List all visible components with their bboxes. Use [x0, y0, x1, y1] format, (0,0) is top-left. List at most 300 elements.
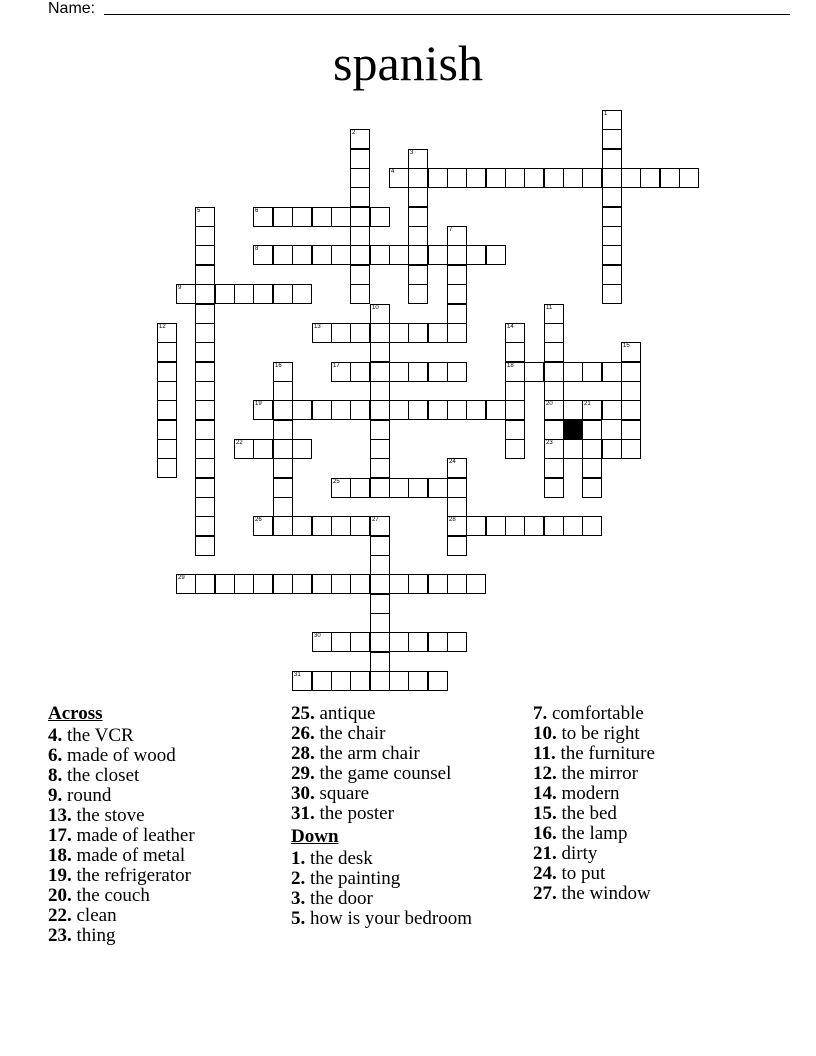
- clue-item: [291, 868, 531, 888]
- grid-cell[interactable]: [544, 362, 564, 382]
- clue-item-text: made of wood: [62, 745, 176, 766]
- grid-cell[interactable]: [370, 652, 390, 672]
- grid-cell[interactable]: [447, 632, 467, 652]
- grid-cell[interactable]: [195, 284, 215, 304]
- clue-number: 14: [507, 324, 514, 330]
- grid-cell[interactable]: [602, 362, 622, 382]
- grid-cell[interactable]: [350, 265, 370, 285]
- grid-cell[interactable]: [273, 439, 293, 459]
- grid-cell[interactable]: [370, 439, 390, 459]
- grid-cell[interactable]: [447, 478, 467, 498]
- grid-cell[interactable]: [544, 168, 564, 188]
- grid-cell[interactable]: [486, 245, 506, 265]
- grid-cell[interactable]: [370, 381, 390, 401]
- grid-cell[interactable]: [602, 245, 622, 265]
- grid-cell[interactable]: [544, 381, 564, 401]
- grid-cell[interactable]: [544, 420, 564, 440]
- clue-number: 1: [604, 111, 608, 117]
- grid-cell[interactable]: [234, 284, 254, 304]
- clue-item-text: to put: [556, 863, 606, 884]
- grid-cell[interactable]: [312, 632, 332, 652]
- grid-cell[interactable]: [292, 671, 312, 691]
- grid-cell[interactable]: [157, 381, 177, 401]
- grid-cell[interactable]: [273, 381, 293, 401]
- grid-cell[interactable]: [195, 516, 215, 536]
- clue-item: [533, 783, 773, 803]
- grid-cell[interactable]: [350, 149, 370, 169]
- clue-item-number: 22.: [48, 905, 72, 926]
- grid-cell[interactable]: [408, 187, 428, 207]
- grid-cell[interactable]: [408, 168, 428, 188]
- grid-cell[interactable]: [273, 497, 293, 517]
- grid-cell[interactable]: [292, 439, 312, 459]
- grid-cell[interactable]: [273, 284, 293, 304]
- grid-cell[interactable]: [621, 168, 641, 188]
- grid-cell[interactable]: [544, 304, 564, 324]
- grid-cell[interactable]: [505, 439, 525, 459]
- grid-cell[interactable]: [466, 400, 486, 420]
- grid-cell[interactable]: [370, 362, 390, 382]
- clues-column-1: [48, 703, 278, 945]
- grid-cell[interactable]: [544, 478, 564, 498]
- clue-item: [48, 725, 278, 745]
- clue-item-number: 15.: [533, 803, 557, 824]
- grid-cell[interactable]: [350, 574, 370, 594]
- grid-cell[interactable]: [621, 362, 641, 382]
- grid-cell[interactable]: [428, 168, 448, 188]
- clue-item-text: to be right: [556, 723, 640, 744]
- grid-cell[interactable]: [602, 110, 622, 130]
- grid-cell[interactable]: [389, 671, 409, 691]
- grid-cell[interactable]: [370, 632, 390, 652]
- grid-cell[interactable]: [312, 574, 332, 594]
- grid-cell[interactable]: [331, 400, 351, 420]
- grid-cell[interactable]: [195, 536, 215, 556]
- grid-cell[interactable]: [582, 439, 602, 459]
- grid-cell[interactable]: [447, 362, 467, 382]
- clue-item-text: the poster: [314, 803, 394, 824]
- grid-cell[interactable]: [331, 632, 351, 652]
- grid-cell[interactable]: [582, 420, 602, 440]
- grid-cell[interactable]: [408, 574, 428, 594]
- clue-number: 11: [546, 305, 553, 311]
- grid-cell[interactable]: [350, 168, 370, 188]
- clue-item-number: 21.: [533, 843, 557, 864]
- grid-cell[interactable]: [195, 362, 215, 382]
- grid-cell[interactable]: [389, 400, 409, 420]
- grid-cell[interactable]: [176, 574, 196, 594]
- grid-cell[interactable]: [312, 400, 332, 420]
- grid-cell[interactable]: [331, 478, 351, 498]
- clue-item-text: the lamp: [556, 823, 628, 844]
- grid-cell[interactable]: [428, 632, 448, 652]
- grid-cell[interactable]: [582, 478, 602, 498]
- grid-cell[interactable]: [253, 516, 273, 536]
- grid-cell[interactable]: [428, 671, 448, 691]
- grid-cell[interactable]: [292, 516, 312, 536]
- grid-cell[interactable]: [408, 400, 428, 420]
- clue-item-number: 25.: [291, 703, 315, 724]
- grid-cell[interactable]: [447, 458, 467, 478]
- grid-cell[interactable]: [253, 574, 273, 594]
- clue-item: [48, 845, 278, 865]
- grid-cell[interactable]: [563, 516, 583, 536]
- clue-item: [48, 765, 278, 785]
- grid-cell[interactable]: [195, 381, 215, 401]
- grid-cell[interactable]: [370, 323, 390, 343]
- grid-cell[interactable]: [563, 400, 583, 420]
- grid-cell[interactable]: [505, 400, 525, 420]
- grid-cell[interactable]: [195, 226, 215, 246]
- clue-item: [291, 763, 531, 783]
- grid-cell[interactable]: [312, 323, 332, 343]
- grid-cell[interactable]: [602, 187, 622, 207]
- grid-cell[interactable]: [428, 400, 448, 420]
- grid-cell[interactable]: [524, 362, 544, 382]
- clue-item-number: 9.: [48, 785, 63, 806]
- clue-item: [291, 703, 531, 723]
- grid-cell[interactable]: [195, 207, 215, 227]
- grid-cell[interactable]: [195, 245, 215, 265]
- grid-cell[interactable]: [215, 284, 235, 304]
- grid-cell[interactable]: [563, 439, 583, 459]
- grid-cell[interactable]: [447, 400, 467, 420]
- grid-cell[interactable]: [447, 323, 467, 343]
- grid-cell[interactable]: [389, 245, 409, 265]
- grid-cell[interactable]: [408, 323, 428, 343]
- grid-cell[interactable]: [602, 400, 622, 420]
- grid-cell[interactable]: [486, 168, 506, 188]
- grid-cell[interactable]: [370, 574, 390, 594]
- grid-cell[interactable]: [273, 245, 293, 265]
- grid-cell[interactable]: [253, 284, 273, 304]
- grid-cell[interactable]: [505, 342, 525, 362]
- grid-cell[interactable]: [428, 478, 448, 498]
- grid-cell[interactable]: [602, 149, 622, 169]
- grid-cell[interactable]: [602, 226, 622, 246]
- clue-item-text: the door: [305, 888, 373, 909]
- grid-cell[interactable]: [273, 207, 293, 227]
- grid-cell[interactable]: [621, 381, 641, 401]
- clue-item-number: 16.: [533, 823, 557, 844]
- grid-cell[interactable]: [408, 226, 428, 246]
- clue-item: [48, 805, 278, 825]
- grid-cell[interactable]: [544, 516, 564, 536]
- clue-item-text: the stove: [71, 805, 145, 826]
- grid-cell[interactable]: [176, 284, 196, 304]
- clue-item: [533, 863, 773, 883]
- grid-cell[interactable]: [505, 420, 525, 440]
- grid-cell[interactable]: [370, 304, 390, 324]
- grid-cell[interactable]: [602, 265, 622, 285]
- grid-cell[interactable]: [486, 400, 506, 420]
- grid-cell[interactable]: [195, 265, 215, 285]
- grid-cell[interactable]: [195, 439, 215, 459]
- grid-cell[interactable]: [370, 458, 390, 478]
- grid-cell[interactable]: [505, 323, 525, 343]
- clue-item: [291, 783, 531, 803]
- clue-number: 12: [159, 324, 166, 330]
- grid-cell[interactable]: [195, 497, 215, 517]
- grid-cell[interactable]: [389, 362, 409, 382]
- grid-cell[interactable]: [234, 439, 254, 459]
- grid-cell[interactable]: [582, 168, 602, 188]
- clue-item: [291, 848, 531, 868]
- grid-cell[interactable]: [370, 555, 390, 575]
- clue-item-number: 3.: [291, 888, 306, 909]
- grid-cell[interactable]: [253, 207, 273, 227]
- clue-number: 15: [623, 343, 630, 349]
- clue-item-text: modern: [556, 783, 620, 804]
- grid-cell[interactable]: [621, 420, 641, 440]
- grid-cell[interactable]: [312, 207, 332, 227]
- grid-cell[interactable]: [428, 323, 448, 343]
- down-clue-list-1: [291, 848, 531, 928]
- grid-cell[interactable]: [350, 187, 370, 207]
- grid-cell[interactable]: [447, 574, 467, 594]
- grid-cell[interactable]: [350, 226, 370, 246]
- grid-cell[interactable]: [679, 168, 699, 188]
- clue-item-number: 23.: [48, 925, 72, 946]
- clue-item-number: 5.: [291, 908, 306, 929]
- grid-cell[interactable]: [195, 304, 215, 324]
- grid-cell[interactable]: [157, 342, 177, 362]
- grid-cell[interactable]: [428, 245, 448, 265]
- grid-cell[interactable]: [312, 671, 332, 691]
- grid-cell[interactable]: [582, 458, 602, 478]
- grid-cell[interactable]: [157, 439, 177, 459]
- grid-cell[interactable]: [447, 226, 467, 246]
- grid-cell[interactable]: [640, 168, 660, 188]
- grid-cell[interactable]: [621, 400, 641, 420]
- clue-item-number: 7.: [533, 703, 548, 724]
- grid-cell[interactable]: [524, 168, 544, 188]
- grid-cell[interactable]: [157, 458, 177, 478]
- grid-cell[interactable]: [447, 304, 467, 324]
- clue-item: [533, 823, 773, 843]
- grid-cell[interactable]: [602, 284, 622, 304]
- grid-cell[interactable]: [505, 381, 525, 401]
- clue-item: [533, 803, 773, 823]
- clue-number: 6: [255, 208, 259, 214]
- grid-cell[interactable]: [370, 400, 390, 420]
- grid-cell[interactable]: [215, 574, 235, 594]
- grid-cell[interactable]: [370, 245, 390, 265]
- grid-cell[interactable]: [370, 478, 390, 498]
- clue-item-number: 13.: [48, 805, 72, 826]
- down-heading: Down: [291, 826, 339, 847]
- grid-cell[interactable]: [195, 342, 215, 362]
- grid-cell[interactable]: [447, 536, 467, 556]
- grid-cell[interactable]: [350, 284, 370, 304]
- grid-cell[interactable]: [370, 420, 390, 440]
- grid-cell[interactable]: [350, 671, 370, 691]
- clue-number: 28: [449, 517, 456, 523]
- grid-cell[interactable]: [350, 632, 370, 652]
- grid-cell[interactable]: [331, 207, 351, 227]
- grid-cell[interactable]: [544, 439, 564, 459]
- grid-cell[interactable]: [292, 574, 312, 594]
- grid-cell[interactable]: [447, 265, 467, 285]
- grid-cell[interactable]: [234, 574, 254, 594]
- clue-item-number: 18.: [48, 845, 72, 866]
- grid-cell[interactable]: [253, 400, 273, 420]
- grid-cell[interactable]: [428, 362, 448, 382]
- grid-cell[interactable]: [157, 420, 177, 440]
- grid-cell[interactable]: [389, 632, 409, 652]
- grid-cell[interactable]: [273, 420, 293, 440]
- clue-item: [291, 723, 531, 743]
- grid-cell[interactable]: [370, 516, 390, 536]
- grid-cell[interactable]: [563, 362, 583, 382]
- grid-cell[interactable]: [660, 168, 680, 188]
- clue-item-number: 24.: [533, 863, 557, 884]
- grid-cell[interactable]: [273, 362, 293, 382]
- clue-item-text: the couch: [71, 885, 150, 906]
- grid-cell[interactable]: [408, 284, 428, 304]
- grid-cell[interactable]: [195, 458, 215, 478]
- clue-item: [533, 723, 773, 743]
- grid-cell[interactable]: [331, 671, 351, 691]
- clue-item-text: thing: [71, 925, 116, 946]
- grid-cell[interactable]: [621, 439, 641, 459]
- grid-cell[interactable]: [408, 362, 428, 382]
- grid-cell[interactable]: [466, 574, 486, 594]
- grid-cell[interactable]: [195, 400, 215, 420]
- grid-cell[interactable]: [621, 342, 641, 362]
- grid-cell[interactable]: [331, 516, 351, 536]
- grid-cell[interactable]: [350, 400, 370, 420]
- grid-cell[interactable]: [350, 516, 370, 536]
- grid-cell[interactable]: [408, 478, 428, 498]
- grid-cell[interactable]: [292, 207, 312, 227]
- clue-item-text: the bed: [556, 803, 617, 824]
- grid-cell[interactable]: [253, 245, 273, 265]
- clue-item-text: the refrigerator: [71, 865, 191, 886]
- grid-cell[interactable]: [350, 129, 370, 149]
- clue-item-text: made of leather: [71, 825, 195, 846]
- clue-item-text: the VCR: [62, 725, 134, 746]
- grid-cell[interactable]: [273, 400, 293, 420]
- clue-number: 17: [333, 363, 340, 369]
- clue-item-number: 27.: [533, 883, 557, 904]
- grid-cell[interactable]: [195, 478, 215, 498]
- grid-cell[interactable]: [195, 420, 215, 440]
- grid-cell[interactable]: [544, 342, 564, 362]
- grid-cell[interactable]: [157, 362, 177, 382]
- grid-cell[interactable]: [466, 516, 486, 536]
- clue-item: [48, 925, 278, 945]
- grid-cell[interactable]: [312, 516, 332, 536]
- grid-cell[interactable]: [273, 458, 293, 478]
- grid-cell[interactable]: [602, 439, 622, 459]
- clue-item: [533, 743, 773, 763]
- grid-cell[interactable]: [505, 516, 525, 536]
- clue-number: 22: [236, 440, 243, 446]
- grid-cell[interactable]: [582, 516, 602, 536]
- grid-cell[interactable]: [447, 168, 467, 188]
- grid-cell[interactable]: [582, 400, 602, 420]
- grid-cell[interactable]: [466, 245, 486, 265]
- grid-cell[interactable]: [195, 323, 215, 343]
- grid-cell[interactable]: [447, 516, 467, 536]
- grid-cell[interactable]: [370, 536, 390, 556]
- grid-cell[interactable]: [331, 323, 351, 343]
- clue-item-text: the furniture: [555, 743, 655, 764]
- grid-cell[interactable]: [544, 323, 564, 343]
- grid-cell[interactable]: [408, 265, 428, 285]
- grid-cell[interactable]: [350, 245, 370, 265]
- grid-cell[interactable]: [370, 671, 390, 691]
- clue-number: 30: [314, 633, 321, 639]
- grid-cell[interactable]: [331, 362, 351, 382]
- grid-cell[interactable]: [292, 284, 312, 304]
- grid-cell[interactable]: [602, 129, 622, 149]
- grid-cell[interactable]: [370, 342, 390, 362]
- grid-cell[interactable]: [428, 574, 448, 594]
- grid-cell[interactable]: [292, 245, 312, 265]
- grid-cell[interactable]: [273, 516, 293, 536]
- grid-cell[interactable]: [447, 245, 467, 265]
- grid-cell[interactable]: [370, 594, 390, 614]
- grid-cell[interactable]: [505, 362, 525, 382]
- grid-cell[interactable]: [273, 574, 293, 594]
- grid-cell[interactable]: [408, 149, 428, 169]
- grid-cell[interactable]: [389, 168, 409, 188]
- clue-item-text: the arm chair: [314, 743, 420, 764]
- clue-item-text: the chair: [314, 723, 386, 744]
- grid-cell[interactable]: [408, 671, 428, 691]
- grid-cell[interactable]: [370, 613, 390, 633]
- grid-cell[interactable]: [602, 207, 622, 227]
- grid-cell[interactable]: [408, 632, 428, 652]
- grid-cell[interactable]: [389, 323, 409, 343]
- grid-cell[interactable]: [563, 168, 583, 188]
- grid-cell[interactable]: [370, 207, 390, 227]
- grid-cell[interactable]: [312, 245, 332, 265]
- grid-cell[interactable]: [408, 245, 428, 265]
- grid-cell[interactable]: [350, 362, 370, 382]
- grid-cell[interactable]: [486, 516, 506, 536]
- grid-cell[interactable]: [389, 478, 409, 498]
- grid-cell[interactable]: [253, 439, 273, 459]
- grid-cell[interactable]: [544, 458, 564, 478]
- grid-cell[interactable]: [602, 168, 622, 188]
- grid-cell[interactable]: [157, 400, 177, 420]
- clue-number: 19: [255, 401, 262, 407]
- grid-cell[interactable]: [505, 168, 525, 188]
- grid-cell[interactable]: [466, 168, 486, 188]
- grid-cell[interactable]: [273, 478, 293, 498]
- grid-cell[interactable]: [292, 400, 312, 420]
- grid-cell[interactable]: [331, 574, 351, 594]
- grid-cell[interactable]: [544, 400, 564, 420]
- grid-cell[interactable]: [524, 516, 544, 536]
- grid-cell[interactable]: [350, 323, 370, 343]
- clue-item-text: how is your bedroom: [305, 908, 473, 929]
- grid-cell[interactable]: [447, 497, 467, 517]
- grid-cell[interactable]: [350, 207, 370, 227]
- grid-cell[interactable]: [157, 323, 177, 343]
- grid-cell[interactable]: [408, 207, 428, 227]
- grid-cell[interactable]: [350, 478, 370, 498]
- grid-cell[interactable]: [447, 284, 467, 304]
- clue-item-number: 12.: [533, 763, 557, 784]
- grid-cell[interactable]: [331, 245, 351, 265]
- grid-cell[interactable]: [582, 362, 602, 382]
- grid-cell[interactable]: [195, 574, 215, 594]
- grid-cell[interactable]: [389, 574, 409, 594]
